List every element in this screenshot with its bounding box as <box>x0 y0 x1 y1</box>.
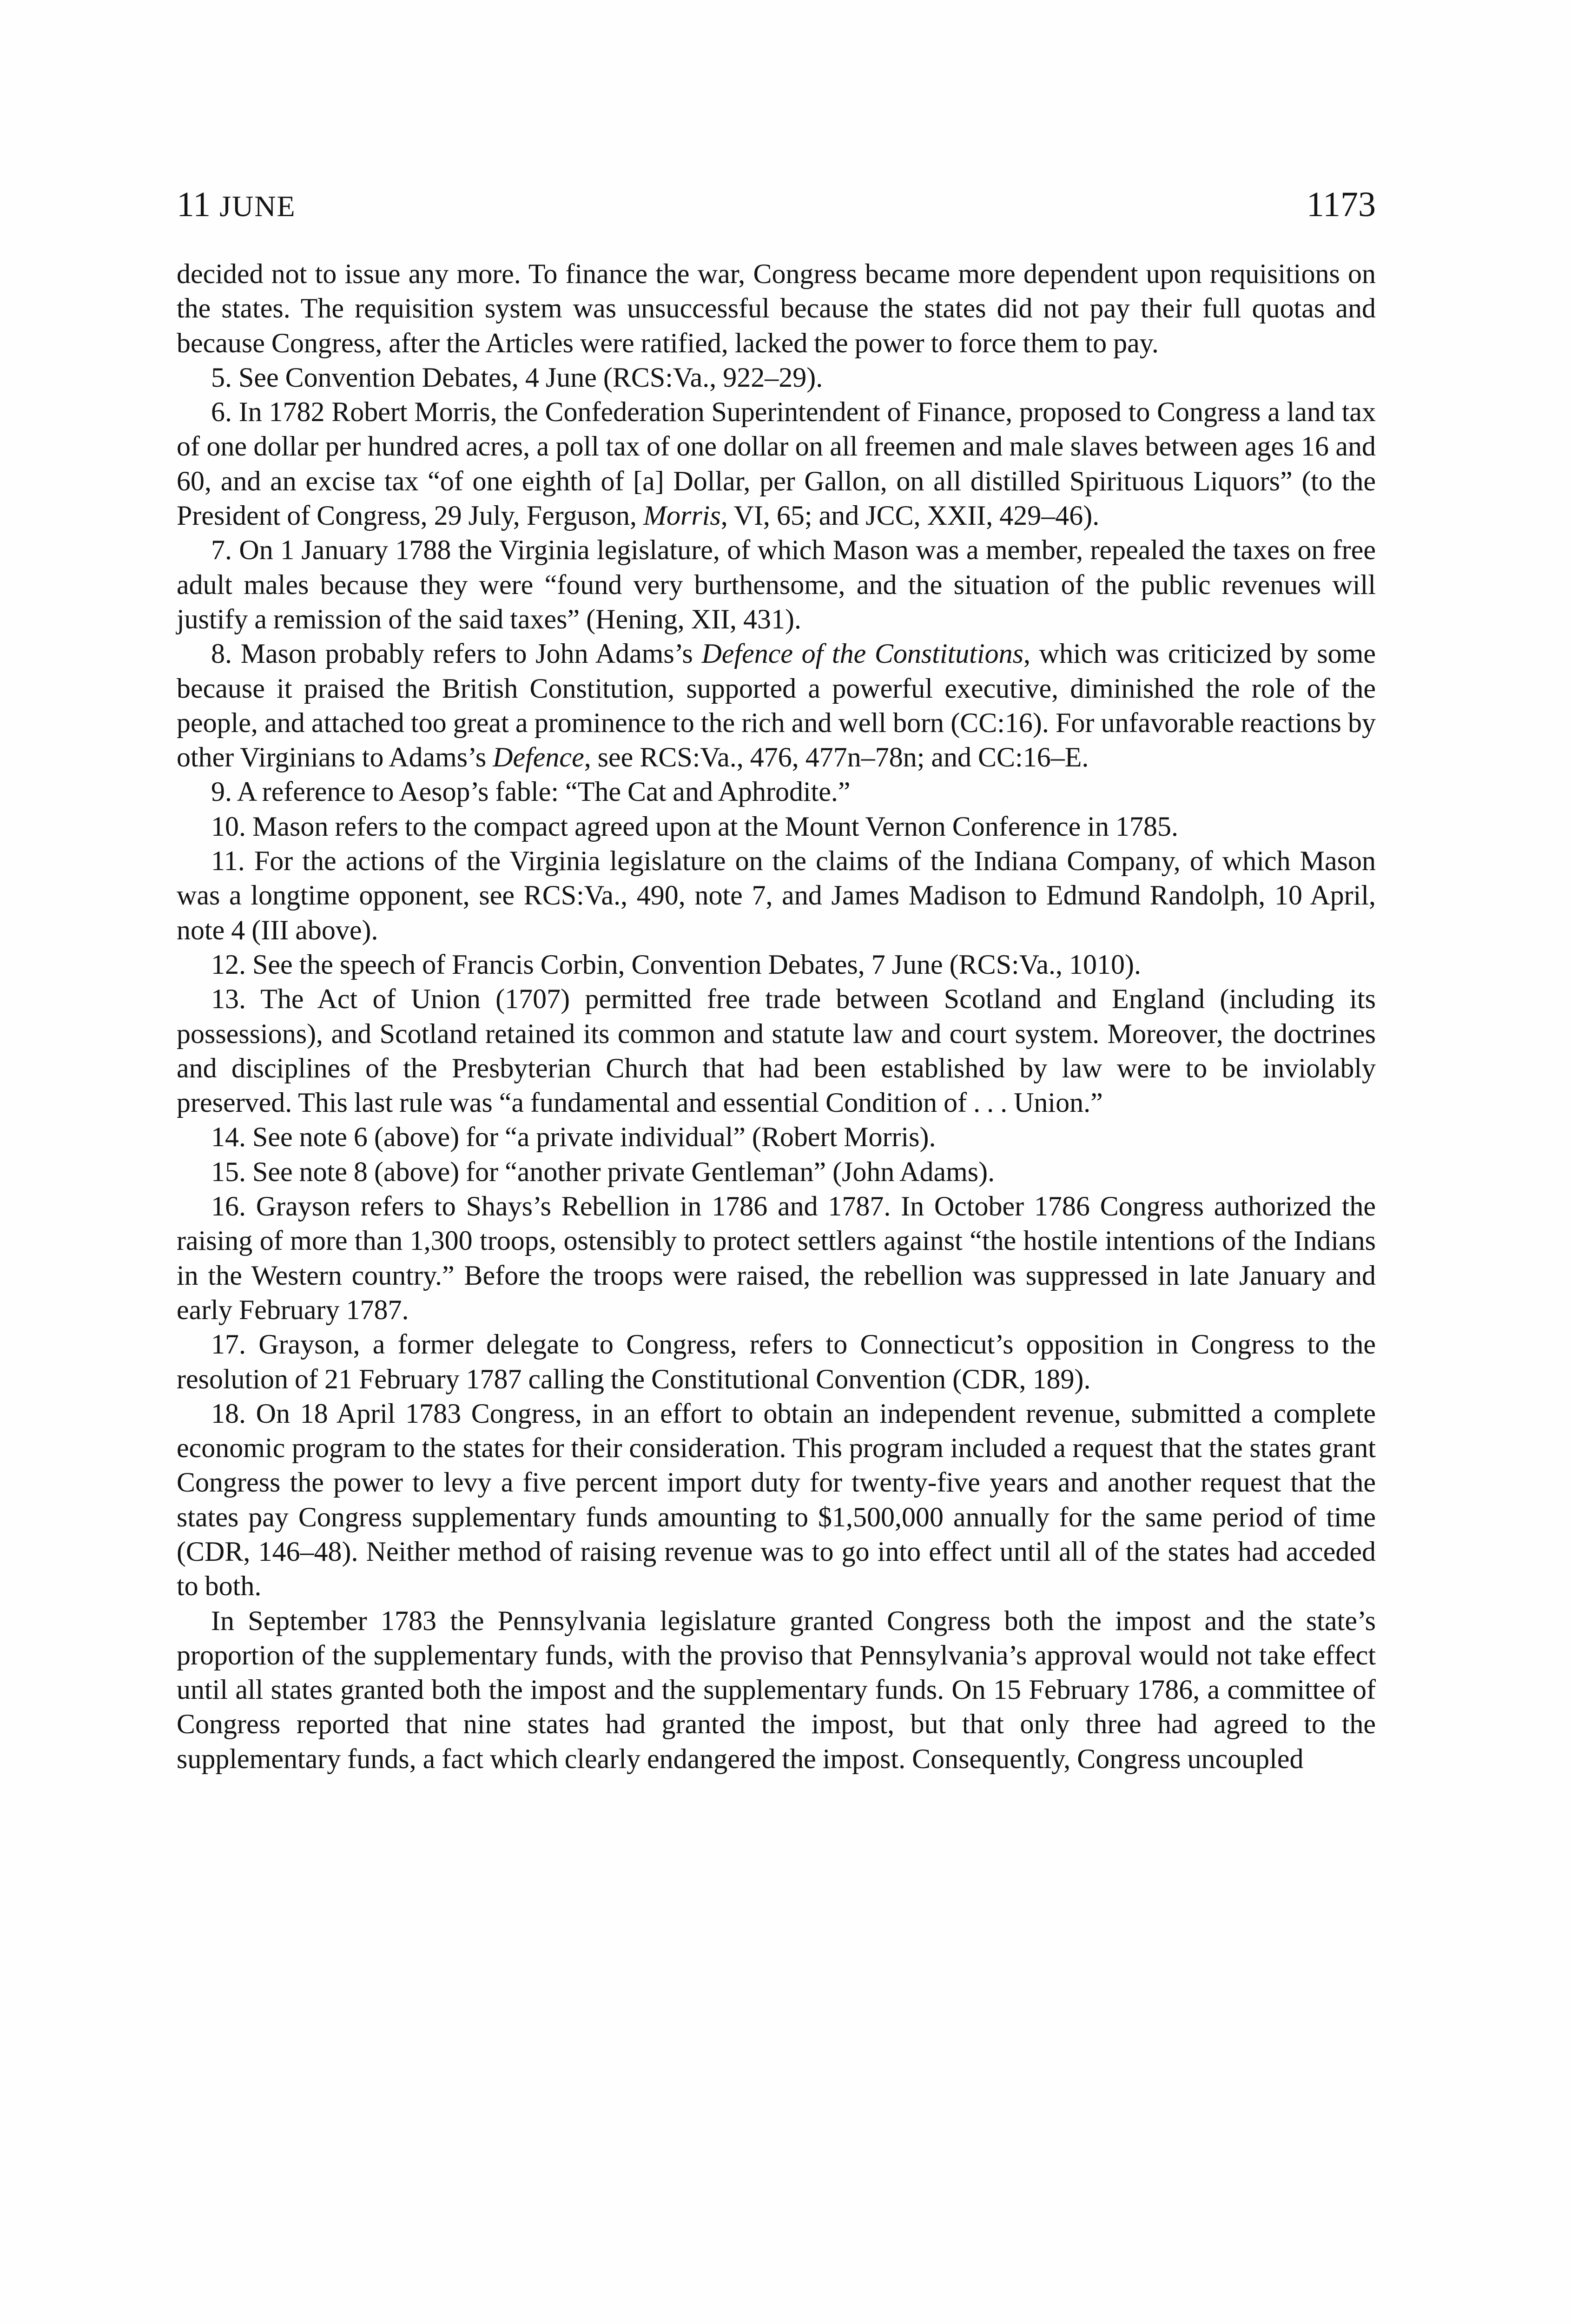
footnote-12: 12. See the speech of Francis Corbin, Convention Debates, 7 June (RCS:Va., 1010). <box>211 949 1142 980</box>
footnote-17: 17. Grayson, a former delegate to Congress, refers to Connecticut’s opposition in Congress to the resolution of 21 February 1787 calling the Constitutional Convention (CDR, 189). <box>177 1329 1376 1394</box>
footnote-15: 15. See note 8 (above) for “another private Gentleman” (John Adams). <box>211 1156 995 1187</box>
running-head-day: 11 <box>177 185 211 224</box>
document-page <box>177 177 1376 1776</box>
footnote-16: 16. Grayson refers to Shays’s Rebellion in 1786 and 1787. In October 1786 Congress authorized the raising of more than 1,300 troops, ostensibly to protect settlers against “the hostile intentions of the Indians in the Western country.” Before the troops were raised, the rebellion was suppressed in late January and early February 1787. <box>177 1191 1376 1325</box>
footnote-8 <box>177 636 1376 774</box>
footnote-11: 11. For the actions of the Virginia legislature on the claims of the Indiana Company, of which Mason was a longtime opponent, see RCS:Va., 490, note 7, and James Madison to Edmund Randolph, 10 April, note 4 (III above). <box>177 845 1376 945</box>
running-head-date <box>177 177 296 234</box>
footnote-9: 9. A reference to Aesop’s fable: “The Cat and Aphrodite.” <box>211 776 851 807</box>
footnote-18: 18. On 18 April 1783 Congress, in an effort to obtain an independent revenue, submitted a complete economic program to the states for their consideration. This program included a request that the states grant Congress the power to levy a five percent import duty for twenty-five years and another request that the states pay Congress supplementary funds amounting to $1,500,000 annually for the same period of time (CDR, 146–48). Neither method of raising revenue was to go into effect until all of the states had acceded to both. <box>177 1398 1376 1602</box>
page-number: 1173 <box>1306 185 1376 224</box>
running-head-month: JUNE <box>219 190 296 223</box>
footnote-7: 7. On 1 January 1788 the Virginia legislature, of which Mason was a member, repealed the taxes on free adult males because they were “found very burthensome, and the situation of the public revenues will justify a remission of the said taxes” (Hening, XII, 431). <box>177 535 1376 634</box>
footnote-14: 14. See note 6 (above) for “a private individual” (Robert Morris). <box>211 1122 936 1153</box>
continued-note-paragraph: decided not to issue any more. To finance the war, Congress became more dependent upon requisitions on the states. The requisition system was unsuccessful because the states did not pay their full quotas and because Congress, after the Articles were ratified, lacked the power to force them to pay. <box>177 258 1376 358</box>
footnote-8-text-a: 8. Mason probably refers to John Adams’s <box>211 638 702 669</box>
footnote-6 <box>177 395 1376 533</box>
footnote-13: 13. The Act of Union (1707) permitted free trade between Scotland and England (including its possessions), and Scotland retained its common and statute law and court system. Moreover, the doctrines and disciplines of the Presbyterian Church that had been established by law were to be inviolably preserved. This last rule was “a fundamental and essential Condition of . . . Union.” <box>177 984 1376 1118</box>
footnotes <box>177 257 1376 1776</box>
footnote-6-text-b: , VI, 65; and JCC, XXII, 429–46). <box>720 500 1100 531</box>
footnote-6-text-a: 6. In 1782 Robert Morris, the Confederation Superintendent of Finance, proposed to Congress a land tax of one dollar per hundred acres, a poll tax of one dollar on all freemen and male slaves between ages 16 and 60, and an excise tax “of one eighth of [a] Dollar, per Gallon, on all distilled Spirituous Liquors” (to the President of Congress, 29 July, Ferguson, <box>177 396 1376 531</box>
footnote-5: 5. See Convention Debates, 4 June (RCS:Va., 922–29). <box>211 362 823 393</box>
footnote-18-continued: In September 1783 the Pennsylvania legislature granted Congress both the impost and the state’s proportion of the supplementary funds, with the proviso that Pennsylvania’s approval would not take effect until all states granted both the impost and the supplementary funds. On 15 February 1786, a committee of Congress reported that nine states had granted the impost, but that only three had agreed to the supplementary funds, a fact which clearly endangered the impost. Consequently, Congress uncoupled <box>177 1605 1376 1774</box>
footnote-10: 10. Mason refers to the compact agreed upon at the Mount Vernon Conference in 1785. <box>211 811 1178 842</box>
running-head <box>177 177 1376 232</box>
footnote-8-italic-2: Defence <box>493 742 584 773</box>
footnote-8-italic: Defence of the Constitutions <box>701 638 1023 669</box>
footnote-8-text-c: , see RCS:Va., 476, 477n–78n; and CC:16–E. <box>584 742 1089 773</box>
footnote-6-italic: Morris <box>643 500 721 531</box>
footnote-8-text-b: , which was criticized by some because it praised the British Constitution, supported a powerful executive, diminished the role of the people, and attached too great a prominence to the rich and well born (CC:16). For unfavorable reactions by other Virginians to Adams’s <box>177 638 1376 773</box>
